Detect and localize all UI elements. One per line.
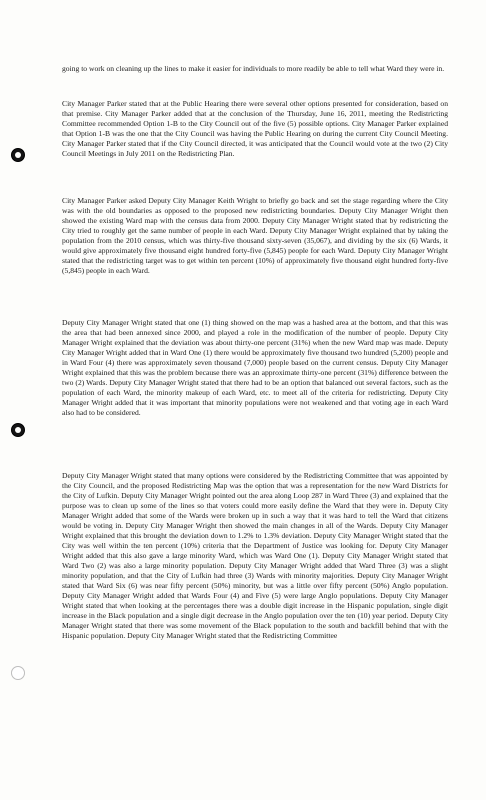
punch-hole-icon xyxy=(11,666,25,680)
paragraph-continuation: going to work on cleaning up the lines to make it easier for individuals to more readily be able to tell what Ward they were in. xyxy=(62,64,445,73)
punch-hole-icon xyxy=(11,423,25,437)
punch-hole-icon xyxy=(11,148,25,162)
paragraph-redistricting-options: Deputy City Manager Wright stated that many options were considered by the Redistricting Committee that was appointed by the City Council, and the proposed Redistricting Map was the option that was a representation for the new Ward Districts for the City of Lufkin. Deputy City Manager Wright pointed out the area along Loop 287 in Ward Three (3) and explained that the purpose was to clean up some of the lines so that voters could more easily define the Ward that they were in. Deputy City Manager Wright added that some of the Wards were broken up in such a way that it was hard to tell the Ward that citizens would be voting in. Deputy City Manager Wright then showed the main changes in all of the Wards. Deputy City Manager Wright explained that this brought the deviation down to 1.2% to 1.3% deviation. Deputy City Manager Wright stated that the City was well within the ten percent (10%) criteria that the Department of Justice was looking for. Deputy City Manager Wright added that this also gave a large minority Ward, which was Ward One (1). Deputy City Manager Wright stated that Ward Two (2) was also a large minority population. Deputy City Manager Wright added that Ward Three (3) was a slight minority population, and that the City of Lufkin had three (3) Wards with minority majorities. Deputy City Manager Wright stated that Ward Six (6) was near fifty percent (50%) minority, but was a little over fifty percent (50%) Anglo population. Deputy City Manager Wright added that Wards Four (4) and Five (5) were large Anglo populations. Deputy City Manager Wright stated that when looking at the percentages there was a double digit increase in the Hispanic population, single digit increase in the Black population and a single digit decrease in the Anglo population over the ten (10) year period. Deputy City Manager Wright stated that there was some movement of the Black population to the south and backfill behind that with the Hispanic population. Deputy City Manager Wright stated that the Redistricting Committee xyxy=(62,471,448,640)
paragraph-ward-boundaries: City Manager Parker asked Deputy City Manager Keith Wright to briefly go back and set the stage regarding where the City was with the old boundaries as opposed to the proposed new redistricting boundaries. Deputy City Manager Wright then showed the existing Ward map with the census data from 2000. Deputy City Manager Wright stated that by redistricting the City tried to roughly get the same number of people in each Ward. Deputy City Manager Wright explained that by taking the population from the 2010 census, which was thirty-five thousand sixty-seven (35,067), and dividing by the six (6) Wards, it would give approximately five thousand eight hundred forty-five (5,845) people for each Ward. Deputy City Manager Wright stated that the redistricting target was to get within ten percent (10%) of approximately five thousand eight hundred forty-five (5,845) people in each Ward. xyxy=(62,196,448,275)
paragraph-public-hearing: City Manager Parker stated that at the Public Hearing there were several other options presented for consideration, based on that premise. City Manager Parker added that at the conclusion of the Thursday, June 16, 2011, meeting the Redistricting Committee recommended Option 1-B to the City Council out of the five (5) possible options. City Manager Parker explained that Option 1-B was the one that the City Council was having the Public Hearing on during the current City Council Meeting. City Manager Parker stated that if the City Council directed, it was anticipated that the Council would vote at the two (2) City Council Meetings in July 2011 on the Redistricting Plan. xyxy=(62,99,448,158)
paragraph-deviation: Deputy City Manager Wright stated that one (1) thing showed on the map was a hashed area at the bottom, and that this was the area that had been annexed since 2000, and played a role in the modification of the number of people. Deputy City Manager Wright explained that the deviation was about thirty-one percent (31%) when the new Ward map was made. Deputy City Manager Wright added that in Ward One (1) there would be approximately five thousand two hundred (5,200) people and in Ward Four (4) there was approximately seven thousand (7,000) people based on the current census. Deputy City Manager Wright explained that this was the problem because there was an approximate thirty-one percent (31%) difference between the two (2) Wards. Deputy City Manager Wright stated that there had to be an option that balanced out several factors, such as the population of each Ward, the minority makeup of each Ward, etc. to meet all of the criteria for redistricting. Deputy City Manager Wright added that it was important that minority populations were not weakened and that voting age in each Ward also had to be considered. xyxy=(62,318,448,417)
